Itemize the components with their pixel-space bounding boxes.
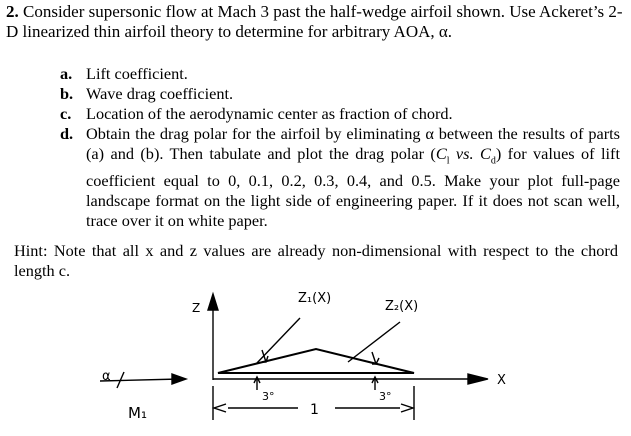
- angle-label-right: 3°: [379, 390, 392, 403]
- z-axis-arrow: [208, 294, 218, 310]
- problem-statement: [6, 2, 626, 42]
- freestream-line: [100, 379, 180, 381]
- z1-leader-line: [256, 318, 300, 364]
- lift-coef-symbol: C: [435, 144, 447, 163]
- airfoil-shape: [218, 349, 414, 373]
- part-text-before: Obtain the drag polar for the airfoil by eliminating α between the results of parts (a) and (b). Then tabulate and plot the drag polar (: [86, 124, 620, 163]
- chord-length-label: 1: [310, 402, 319, 418]
- part-label: c.: [60, 104, 72, 123]
- x-axis-label: X: [497, 373, 506, 388]
- part-label: a.: [60, 64, 73, 83]
- freestream-arrow: [172, 374, 186, 384]
- parts-list: [60, 64, 620, 231]
- z2-label: Z₂(X): [385, 299, 419, 314]
- problem-number: 2.: [6, 2, 19, 21]
- hint-text: Hint: Note that all x and z values are already non-dimensional with respect to the chord length c.: [14, 241, 618, 280]
- aoa-label: α: [102, 369, 111, 384]
- x-axis-arrow: [468, 374, 488, 384]
- airfoil-figure: [0, 280, 631, 436]
- drag-coef-symbol: C: [479, 144, 491, 163]
- drag-coef-subscript: d: [490, 155, 496, 167]
- chord-arrow-left: [214, 404, 226, 412]
- chord-arrow-right: [401, 404, 413, 412]
- angle-label-left: 3°: [262, 390, 275, 403]
- part-label: b.: [60, 84, 74, 103]
- part-text-after: ) for values of lift coefficient equal to 0, 0.1, 0.2, 0.3, 0.4, and 0.5. Make your plot full-page landscape format on the light side of engineering paper. If it does not scan well, trace over it on white paper.: [86, 144, 620, 231]
- part-text: Wave drag coefficient.: [86, 84, 234, 103]
- part-label: d.: [60, 124, 74, 143]
- versus-text: vs.: [449, 144, 480, 163]
- part-c: [60, 104, 620, 124]
- part-a: [60, 64, 620, 84]
- problem-text: Consider supersonic flow at Mach 3 past the half-wedge airfoil shown. Use Ackeret’s 2-D linearized thin airfoil theory to determine for arbitrary AOA, α.: [6, 2, 623, 41]
- part-text: Location of the aerodynamic center as fraction of chord.: [86, 104, 453, 123]
- z-axis-label: Z: [192, 301, 201, 315]
- part-text: Lift coefficient.: [86, 64, 188, 83]
- part-b: [60, 84, 620, 104]
- lift-coef-subscript: l: [446, 155, 450, 167]
- mach-label: M₁: [128, 404, 147, 422]
- part-d: [60, 124, 620, 231]
- z1-label: Z₁(X): [298, 291, 332, 306]
